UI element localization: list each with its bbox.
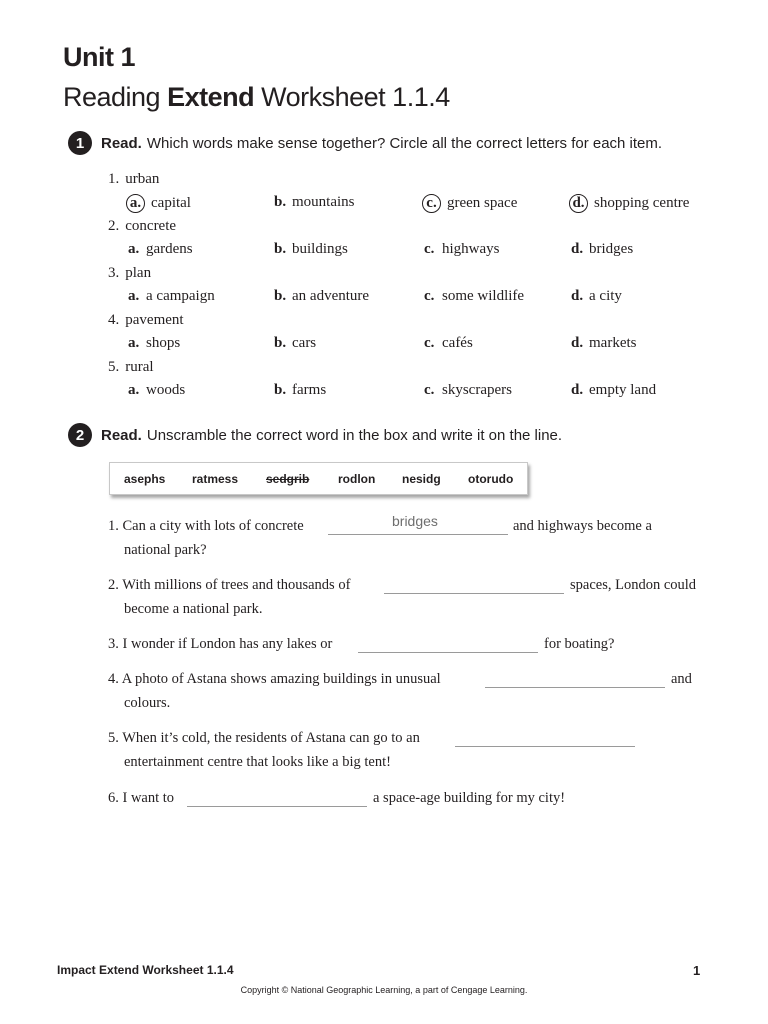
option-letter[interactable]: b. [274,288,287,304]
answer-blank-2[interactable] [384,593,564,594]
option-letter[interactable]: c. [424,241,435,257]
circled-option-letter[interactable]: a. [126,194,145,213]
sentence-2-line2: become a national park. [124,601,263,617]
circled-option-letter[interactable]: d. [569,194,588,213]
option-text: green space [447,195,518,211]
exercise2-instruction-text: Unscramble the correct word in the box and write it on the line. [146,426,563,444]
option-text: buildings [292,241,348,257]
circled-option-letter[interactable]: c. [422,194,441,213]
option-text: skyscrapers [442,382,512,398]
item-1-option[interactable] [128,194,191,213]
exercise2-lead: Read. [101,426,142,444]
sentence-4-part-b: and [671,671,692,687]
sentence-6-part-b: a space-age building for my city! [373,790,566,806]
item-4-option[interactable] [274,335,316,352]
item-5-option[interactable] [128,382,185,399]
word-box [109,462,528,495]
answer-blank-1[interactable] [328,534,508,535]
option-text: cafés [442,335,473,351]
item-4-option[interactable] [571,335,636,352]
option-text: shops [146,335,181,351]
unit-heading: Unit 1 [63,42,136,72]
option-text: woods [146,382,186,398]
sentence-6-part-a: 6. I want to [108,790,175,806]
option-text: empty land [589,382,657,398]
option-text: a city [589,288,622,304]
item-number: 3. [108,265,120,281]
item-word: plan [125,265,152,281]
option-text: some wildlife [442,288,525,304]
handwritten-answer-1: bridges [392,513,438,529]
item-2-option[interactable] [571,241,633,258]
item-4-word [108,312,184,329]
title-post: Worksheet 1.1.4 [254,82,450,112]
sentence-4-part-a: 4. A photo of Astana shows amazing buildings in unusual [108,671,441,687]
option-letter[interactable]: a. [128,382,140,398]
option-letter[interactable]: b. [274,335,287,351]
option-letter[interactable]: d. [571,241,584,257]
item-2-option[interactable] [424,241,500,258]
option-text: a campaign [146,288,215,304]
title-bold: Extend [167,82,255,112]
word-box-word-crossed: sedgrib [266,472,310,486]
sentence-3-part-a: 3. I wonder if London has any lakes or [108,636,333,652]
option-letter[interactable]: c. [424,335,435,351]
item-2-word [108,218,176,235]
item-1-word [108,171,159,188]
exercise1-instruction [68,131,662,155]
sentence-2-part-a: 2. With millions of trees and thousands of [108,577,351,593]
item-3-word [108,265,151,282]
word-box-word: rodlon [338,472,376,486]
word-box-word: ratmess [192,472,239,486]
exercise2-instruction [68,423,562,447]
item-number: 2. [108,218,120,234]
item-3-option[interactable] [128,288,215,305]
sentence-5-line2: entertainment centre that looks like a big tent! [124,754,391,770]
option-text: gardens [146,241,193,257]
item-2-option[interactable] [128,241,193,258]
item-4-option[interactable] [424,335,473,352]
item-1-option[interactable] [274,194,355,211]
option-text: farms [292,382,327,398]
item-2-option[interactable] [274,241,348,258]
worksheet-title [63,82,450,113]
title-pre: Reading [63,82,168,112]
item-3-option[interactable] [571,288,622,305]
option-text: markets [589,335,637,351]
option-letter[interactable]: a. [128,288,140,304]
option-letter[interactable]: b. [274,382,287,398]
word-box-word: nesidg [402,472,441,486]
answer-blank-3[interactable] [358,652,538,653]
option-letter[interactable]: b. [274,241,287,257]
item-number: 5. [108,359,120,375]
item-5-word [108,359,154,376]
sentence-4-line2: colours. [124,695,171,711]
option-letter[interactable]: b. [274,194,287,210]
option-letter[interactable]: d. [571,382,584,398]
footer-title: Impact Extend Worksheet 1.1.4 [57,963,234,977]
option-text: an adventure [292,288,370,304]
answer-blank-5[interactable] [455,746,635,747]
option-text: cars [292,335,317,351]
item-4-option[interactable] [128,335,180,352]
sentence-3-part-b: for boating? [544,636,615,652]
option-letter[interactable]: c. [424,382,435,398]
option-text: bridges [589,241,634,257]
sentence-1-line2: national park? [124,542,207,558]
answer-blank-6[interactable] [187,806,367,807]
option-letter[interactable]: a. [128,241,140,257]
item-1-option[interactable] [424,194,517,213]
item-5-option[interactable] [424,382,512,399]
option-letter[interactable]: c. [424,288,435,304]
option-letter[interactable]: d. [571,335,584,351]
item-5-option[interactable] [571,382,656,399]
item-word: urban [125,171,160,187]
item-word: pavement [125,312,184,328]
item-word: concrete [125,218,177,234]
sentence-1-part-b: and highways become a [513,518,652,534]
page-number: 1 [693,963,701,978]
sentence-5-part-a: 5. When it’s cold, the residents of Astana can go to an [108,730,420,746]
exercise1-number-badge: 1 [68,131,92,155]
item-3-option[interactable] [424,288,524,305]
option-text: capital [151,195,191,211]
exercise1-lead: Read. [101,134,142,152]
option-text: highways [442,241,500,257]
sentence-2-part-b: spaces, London could [570,577,697,593]
item-number: 4. [108,312,120,328]
option-text: mountains [292,194,355,210]
item-word: rural [125,359,154,375]
word-box-word: otorudo [468,472,514,486]
option-letter[interactable]: d. [571,288,584,304]
item-number: 1. [108,171,120,187]
item-5-option[interactable] [274,382,326,399]
item-1-option[interactable] [571,194,689,213]
word-box-word: asephs [124,472,166,486]
copyright-notice: Copyright © National Geographic Learning, a part of Cengage Learning. [240,985,528,995]
item-3-option[interactable] [274,288,369,305]
option-letter[interactable]: a. [128,335,140,351]
exercise1-instruction-text: Which words make sense together? Circle all the correct letters for each item. [146,134,663,152]
option-text: shopping centre [594,195,690,211]
sentence-1-part-a: 1. Can a city with lots of concrete [108,518,304,534]
exercise2-number-badge: 2 [68,423,92,447]
answer-blank-4[interactable] [485,687,665,688]
